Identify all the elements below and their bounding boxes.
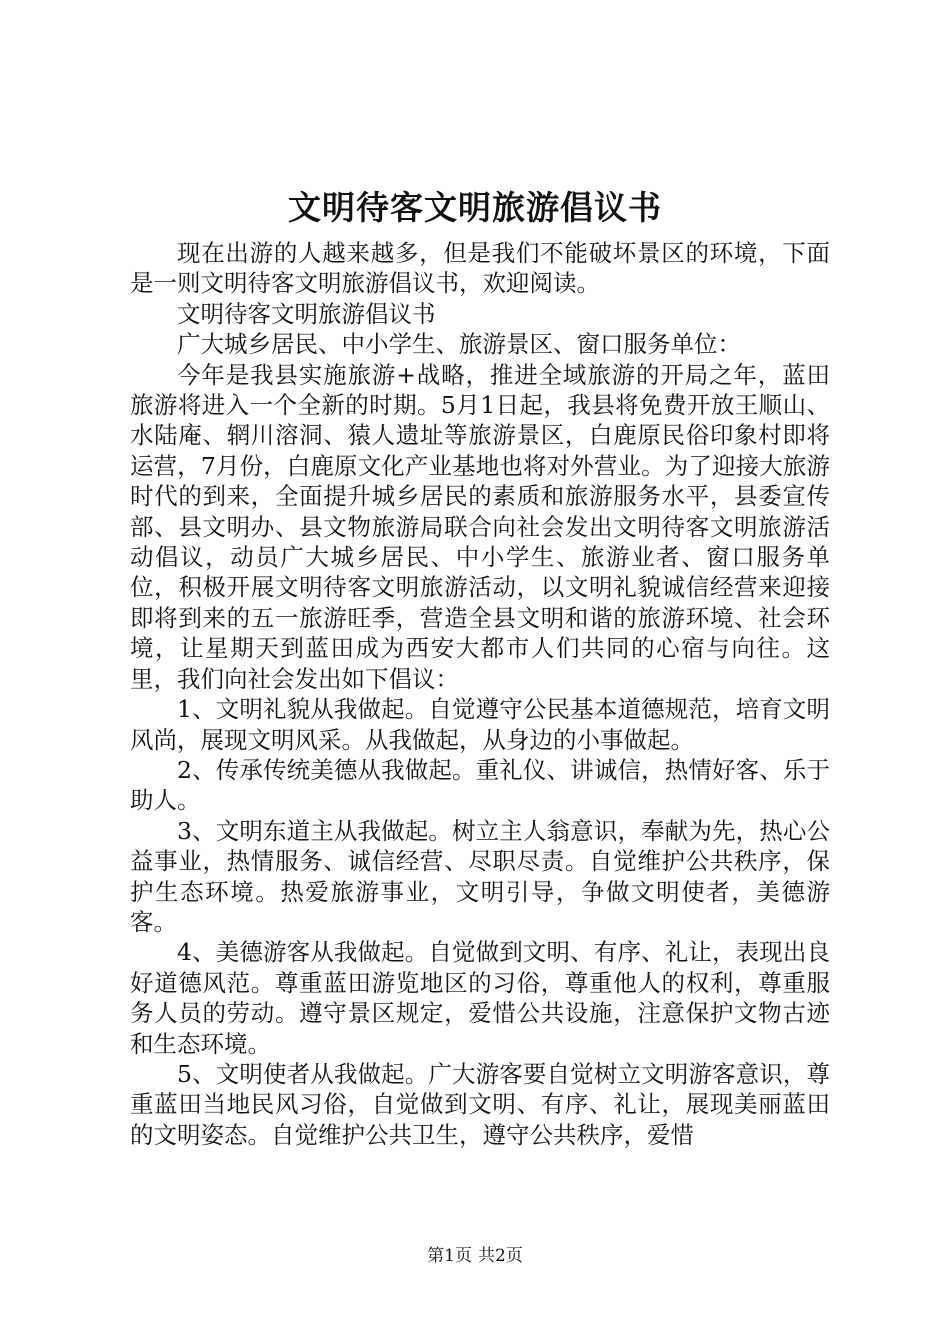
page-total: 共2页	[478, 1246, 523, 1266]
proposal-item-2: 2、传承传统美德从我做起。重礼仪、讲诚信，热情好客、乐于助人。	[130, 755, 830, 815]
proposal-item-3: 3、文明东道主从我做起。树立主人翁意识，奉献为先，热心公益事业，热情服务、诚信经营、尽职尽责。自觉维护公共秩序，保护生态环境。热爱旅游事业，文明引导，争做文明使者，美德游客。	[130, 816, 830, 936]
proposal-item-4: 4、美德游客从我做起。自觉做到文明、有序、礼让，表现出良好道德风范。尊重蓝田游览地区的习俗，尊重他人的权利，尊重服务人员的劳动。遵守景区规定，爱惜公共设施，注意保护文物古迹和生态环境。	[130, 938, 830, 1058]
intro-paragraph: 现在出游的人越来越多，但是我们不能破坏景区的环境，下面是一则文明待客文明旅游倡议书，欢迎阅读。	[130, 239, 830, 298]
salutation-line: 广大城乡居民、中小学生、旅游景区、窗口服务单位：	[177, 330, 741, 359]
body-paragraph: 今年是我县实施旅游+战略，推进全域旅游的开局之年，蓝田旅游将进入一个全新的时期。5月1日起，我县将免费开放王顺山、水陆庵、辋川溶洞、猿人遗址等旅游景区，白鹿原民俗印象村即将运营，7月份，白鹿原文化产业基地也将对外营业。为了迎接大旅游时代的到来，全面提升城乡居民的素质和旅游服务水平，县委宣传部、县文明办、县文物旅游局联合向社会发出文明待客文明旅游活动倡议，动员广大城乡居民、中小学生、旅游业者、窗口服务单位，积极开展文明待客文明旅游活动，以文明礼貌诚信经营来迎接即将到来的五一旅游旺季，营造全县文明和谐的旅游环境、社会环境，让星期天到蓝田成为西安大都市人们共同的心宿与向往。这里，我们向社会发出如下倡议：	[130, 360, 830, 693]
page-number: 第1页	[427, 1246, 472, 1266]
page-footer	[0, 1246, 950, 1266]
document-body	[130, 238, 830, 1150]
page-title: 文明待客文明旅游倡议书	[288, 188, 662, 227]
proposal-item-5: 5、文明使者从我做起。广大游客要自觉树立文明游客意识，尊重蓝田当地民风习俗，自觉做到文明、有序、礼让，展现美丽蓝田的文明姿态。自觉维护公共卫生，遵守公共秩序，爱惜	[130, 1059, 830, 1149]
proposal-item-1: 1、文明礼貌从我做起。自觉遵守公民基本道德规范，培育文明风尚，展现文明风采。从我做起，从身边的小事做起。	[130, 695, 830, 754]
subtitle-line: 文明待客文明旅游倡议书	[177, 299, 436, 328]
